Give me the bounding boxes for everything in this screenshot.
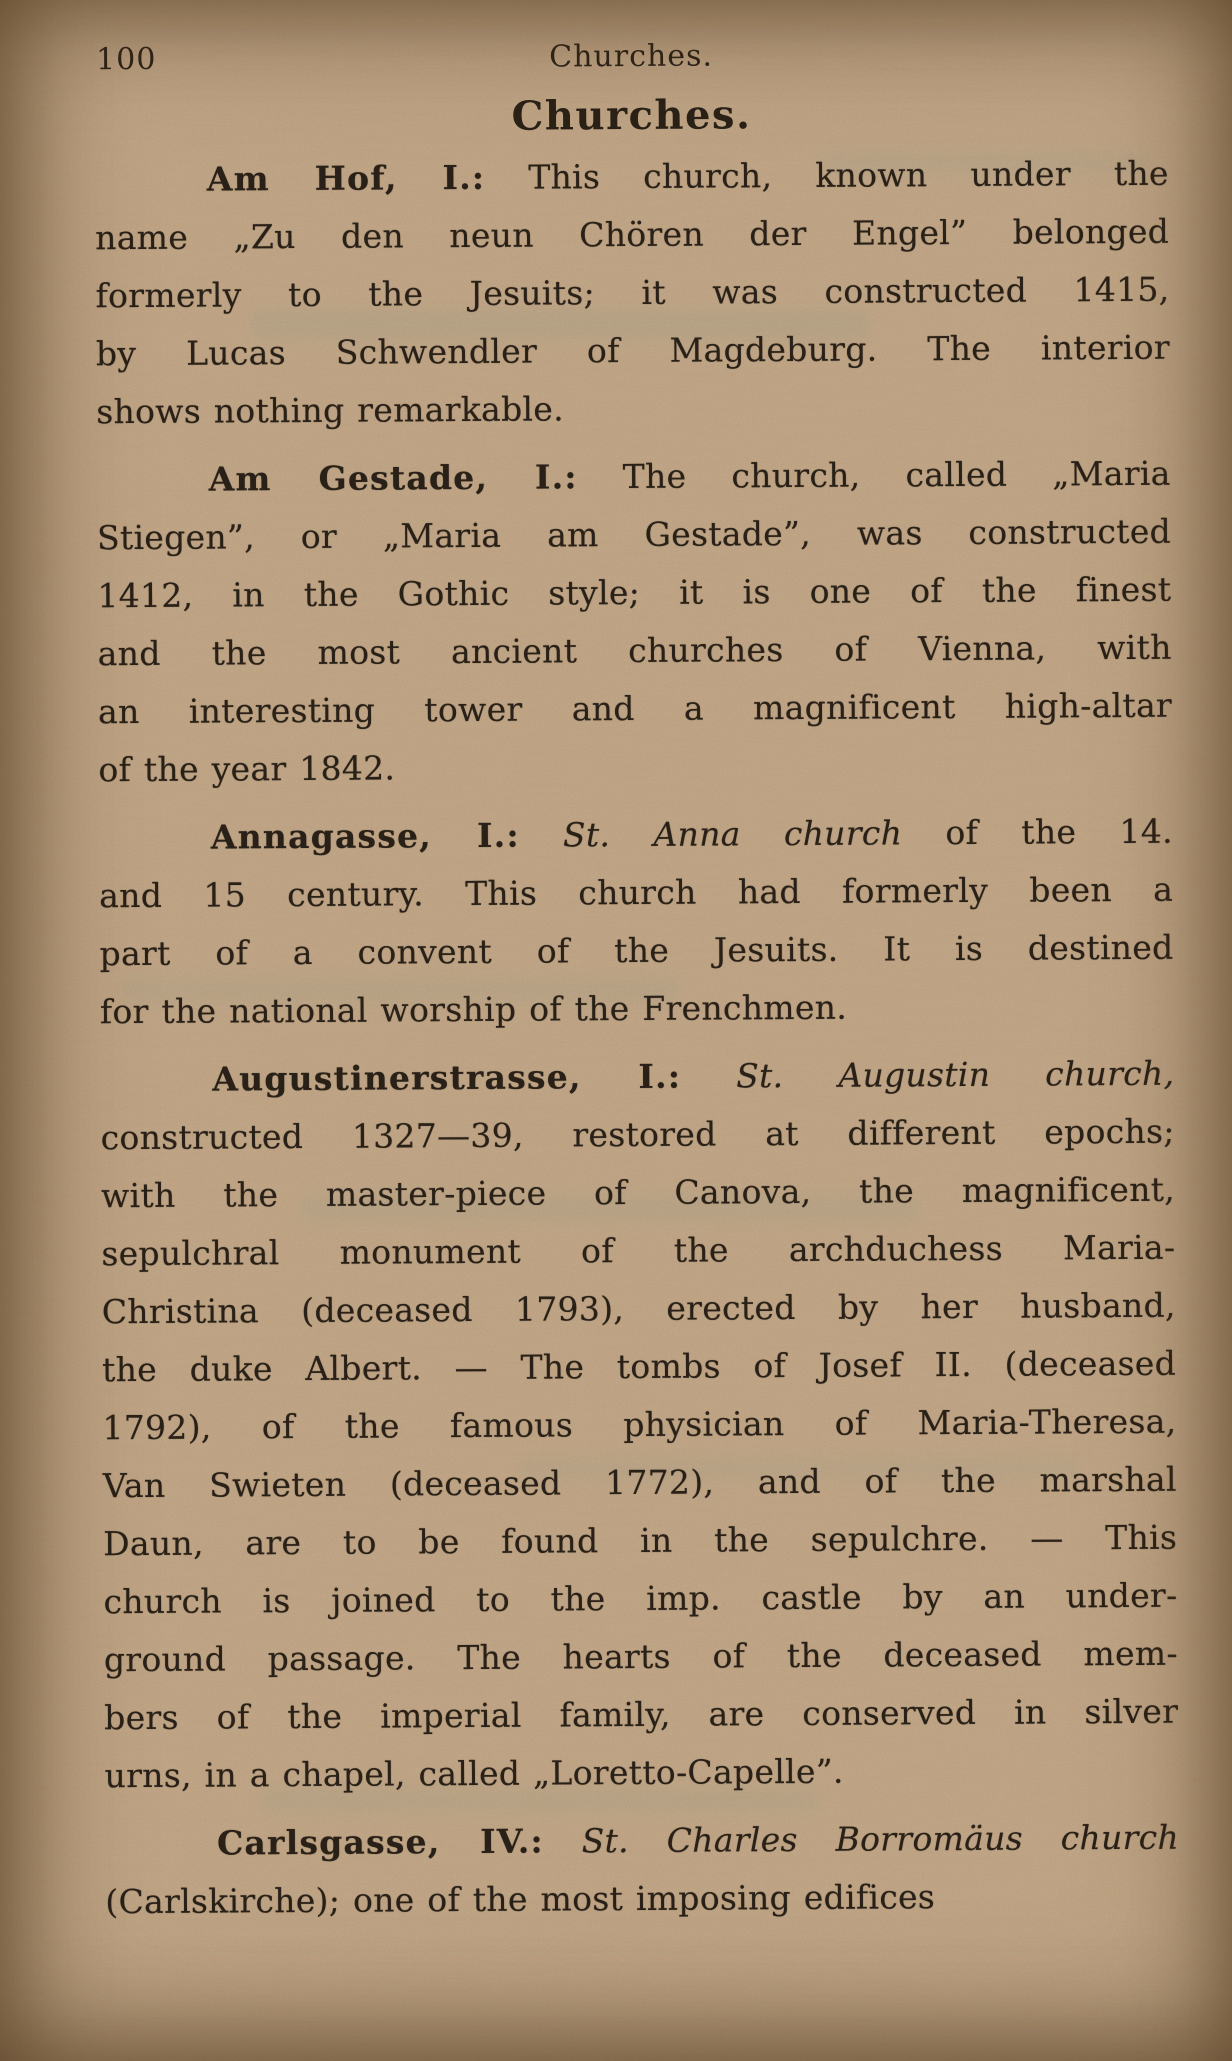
text-line [101,1161,1175,1226]
body-text-segment: sepulchral monument of the archduchess Maria- [101,1227,1176,1274]
entry-lead: Am Gestade, I.: [208,457,578,499]
text-line [95,261,1169,326]
body-text-segment: Van Swieten (deceased 1772), and of the marshal [102,1459,1177,1506]
text-line [96,319,1170,384]
text-line [103,1567,1177,1632]
text-line [102,1335,1176,1400]
body-text-segment: 1412, in the Gothic style; it is one of the finest [97,569,1172,616]
entry-lead: Augustinerstrasse, I.: [212,1056,682,1099]
body-text-segment: church is joined to the imp. castle by an under- [103,1575,1178,1622]
text-line [103,1451,1177,1516]
body-text-segment: of the 14. [902,811,1173,853]
section-heading: Churches. [511,91,752,140]
body-text-segment: ground passage. The hearts of the deceased mem- [103,1633,1178,1680]
body-text-segment: (Carlskirche); one of the most imposing edifices [105,1877,936,1922]
body-text-segment: the duke Albert. — The tombs of Josef II. (deceased [101,1343,1177,1390]
text-line [98,677,1172,742]
text-line [100,977,1174,1042]
body-text-segment: Stiegen”, or „Maria am Gestade”, was constructed [96,511,1172,558]
body-text-segment: The church, called „Maria [577,453,1171,497]
text-line [97,503,1171,568]
body-text-segment: This church, known under the [485,153,1169,197]
body-text-segment: by Lucas Schwendler of Magdeburg. The interior [95,327,1171,374]
text-line [105,1867,1179,1932]
text-line [102,1277,1176,1342]
body-text-segment: an interesting tower and a magnificent high-altar [97,685,1173,732]
text-line [99,919,1173,984]
entry-lead: Annagasse, I.: [210,815,520,857]
text-line [104,1683,1178,1748]
page-content [94,37,1180,1942]
running-header [94,37,1168,80]
paragraph [100,1045,1179,1806]
text-line [101,1219,1175,1284]
body-text-segment: constructed 1327—39, restored at different epochs; [100,1111,1175,1158]
text-line [99,861,1173,926]
body-text-segment: bers of the imperial family, are conserved in silver [104,1691,1179,1738]
church-name-italic: St. Augustin church, [681,1053,1175,1096]
body-text-segment: name „Zu den neun Chören der Engel” belonged [95,211,1170,258]
body-text-segment: and the most ancient churches of Vienna, with [97,627,1172,674]
body-text-segment: Daun, are to be found in the sepulchre. — This [103,1517,1178,1564]
paragraph [99,803,1174,1042]
text-line [105,1809,1179,1874]
body-text [95,145,1180,1932]
text-line [95,145,1169,210]
body-text-segment: urns, in a chapel, called „Loretto-Capelle”. [104,1751,844,1796]
text-line [104,1625,1178,1690]
body-text-segment: and 15 century. This church had formerly been a [99,869,1174,916]
paragraph [105,1809,1180,1932]
body-text-segment: for the national worship of the Frenchmen. [99,987,848,1032]
paragraph [95,145,1171,442]
text-line [99,803,1173,868]
text-line [104,1741,1178,1806]
body-text-segment: shows nothing remarkable. [96,389,565,432]
page-number: 100 [96,41,157,78]
text-line [97,561,1171,626]
entry-lead: Carlsgasse, IV.: [216,1821,544,1863]
entry-lead: Am Hof, I.: [206,157,486,199]
body-text-segment: with the master-piece of Canova, the magnificent, [100,1169,1176,1216]
church-name-italic: St. Charles Borromäus church [543,1817,1180,1861]
text-line [96,377,1170,442]
text-line [97,445,1171,510]
text-line [101,1103,1175,1168]
text-line [103,1509,1177,1574]
text-line [100,1045,1174,1110]
text-line [98,735,1172,800]
text-line [98,619,1172,684]
body-text-segment: of the year 1842. [98,748,396,790]
church-name-italic: St. Anna church [519,813,903,855]
body-text-segment: Christina (deceased 1793), erected by her husband, [101,1285,1176,1332]
text-line [102,1393,1176,1458]
running-header-title: Churches. [549,38,714,75]
body-text-segment: formerly to the Jesuits; it was constructed 1415, [95,269,1170,316]
body-text-segment: part of a convent of the Jesuits. It is destined [99,927,1174,974]
body-text-segment: 1792), of the famous physician of Maria-Theresa, [102,1401,1177,1448]
paragraph [97,445,1173,800]
text-line [95,203,1169,268]
